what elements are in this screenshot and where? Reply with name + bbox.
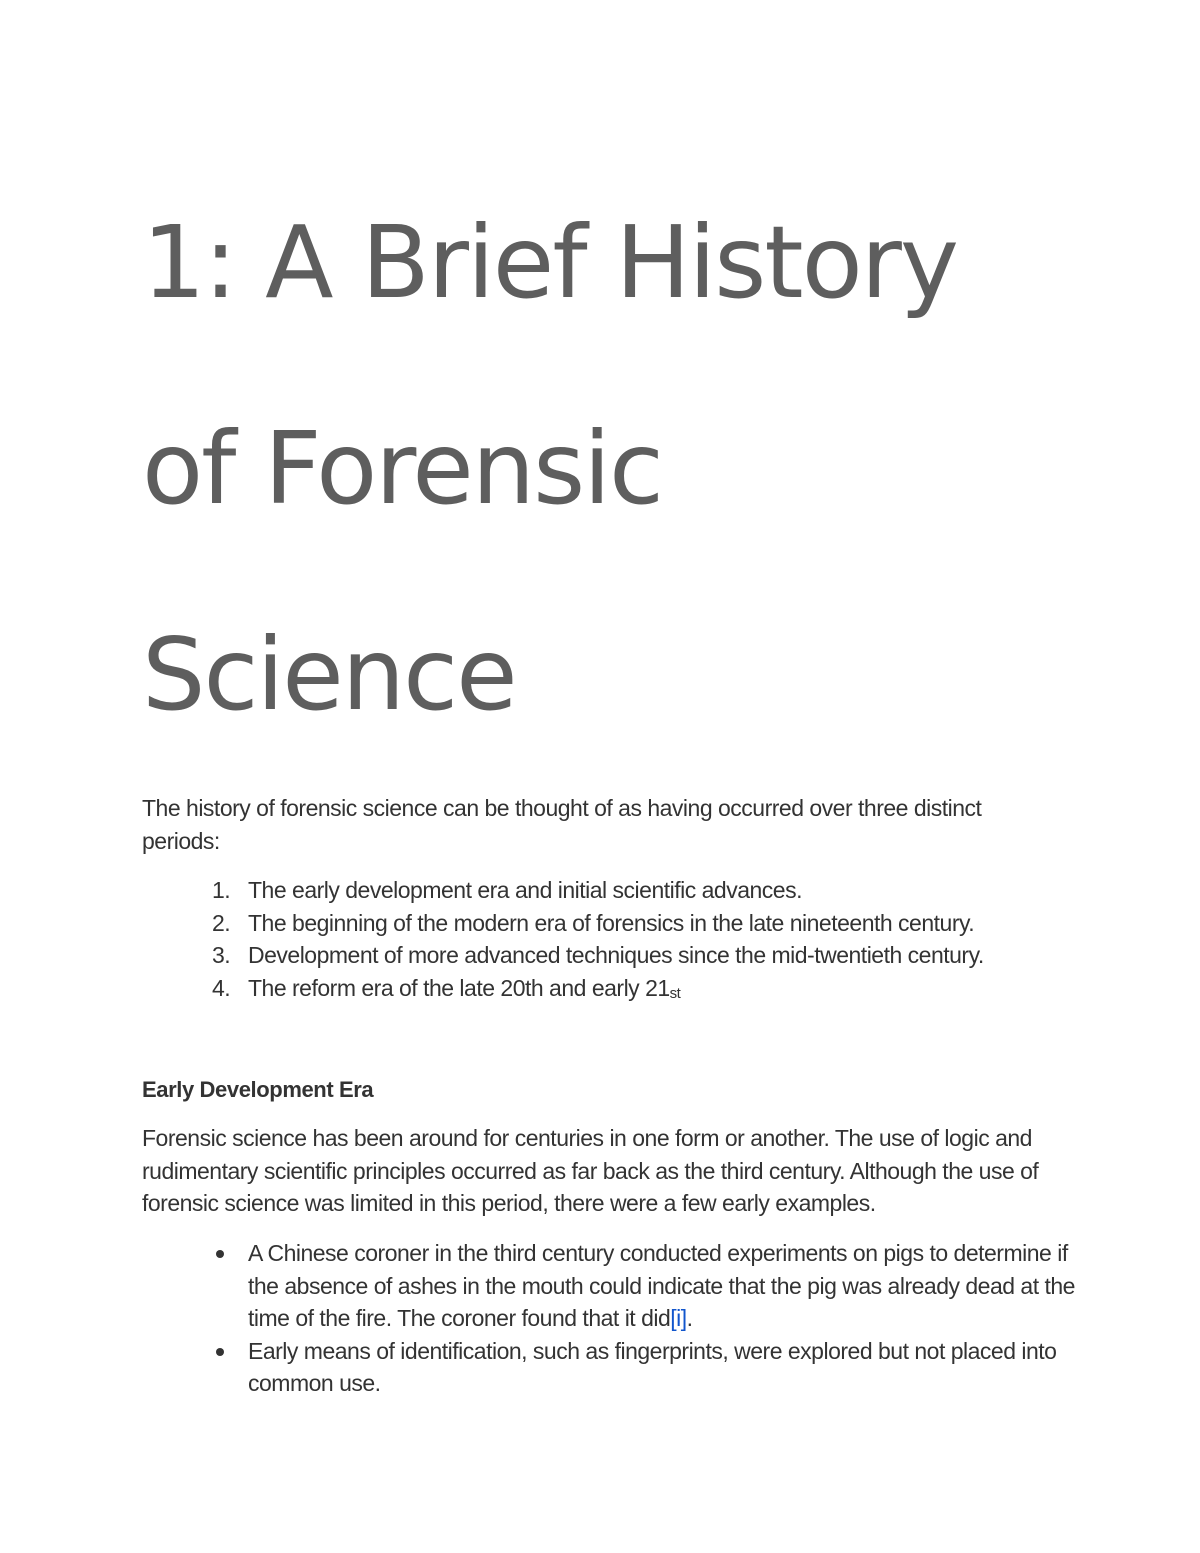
section-heading: Early Development Era xyxy=(142,1077,374,1102)
list-item-text: A Chinese coroner in the third century conducted experiments on pigs to determine if the absence of ashes in the mouth could indicate that the pig was already dead at the time of the fire. The coroner found that it did xyxy=(248,1240,1075,1332)
list-item xyxy=(200,1335,1080,1400)
title-line-2: of Forensic xyxy=(142,410,662,527)
title-line-3: Science xyxy=(142,616,516,733)
list-number: 2. xyxy=(212,909,231,936)
intro-paragraph: The history of forensic science can be thought of as having occurred over three distinct periods: xyxy=(142,795,982,854)
section-paragraph: Forensic science has been around for centuries in one form or another. The use of logic and rudimentary scientific principles occurred as far back as the third century. Although the use of forensic science was limited in this period, there were a few early examples. xyxy=(142,1125,1039,1217)
list-number: 3. xyxy=(212,942,231,969)
list-item xyxy=(200,939,1080,972)
title-line-1: 1: A Brief History xyxy=(142,204,958,321)
list-item xyxy=(200,972,1080,1009)
bullet-icon xyxy=(216,1348,224,1356)
list-item-text: Development of more advanced techniques since the mid-twentieth century. xyxy=(248,942,984,969)
periods-list xyxy=(200,874,1080,1008)
list-item xyxy=(200,874,1080,907)
footnote-link[interactable]: [i] xyxy=(670,1305,687,1332)
examples-list xyxy=(200,1237,1080,1400)
document-title xyxy=(142,160,1102,778)
list-item xyxy=(200,907,1080,940)
list-item-text: The beginning of the modern era of forensics in the late nineteenth century. xyxy=(248,909,975,936)
list-number: 4. xyxy=(212,974,231,1001)
bullet-icon xyxy=(216,1250,224,1258)
superscript-st: st xyxy=(669,984,681,1002)
list-item-end: . xyxy=(686,1305,693,1332)
list-number: 1. xyxy=(212,877,231,903)
list-item xyxy=(200,1237,1080,1335)
list-item-text: The early development era and initial scientific advances. xyxy=(248,877,802,903)
list-item-text: The reform era of the late 20th and early 21 xyxy=(248,974,670,1001)
list-item-text: Early means of identification, such as fingerprints, were explored but not placed into common use. xyxy=(248,1337,1057,1397)
